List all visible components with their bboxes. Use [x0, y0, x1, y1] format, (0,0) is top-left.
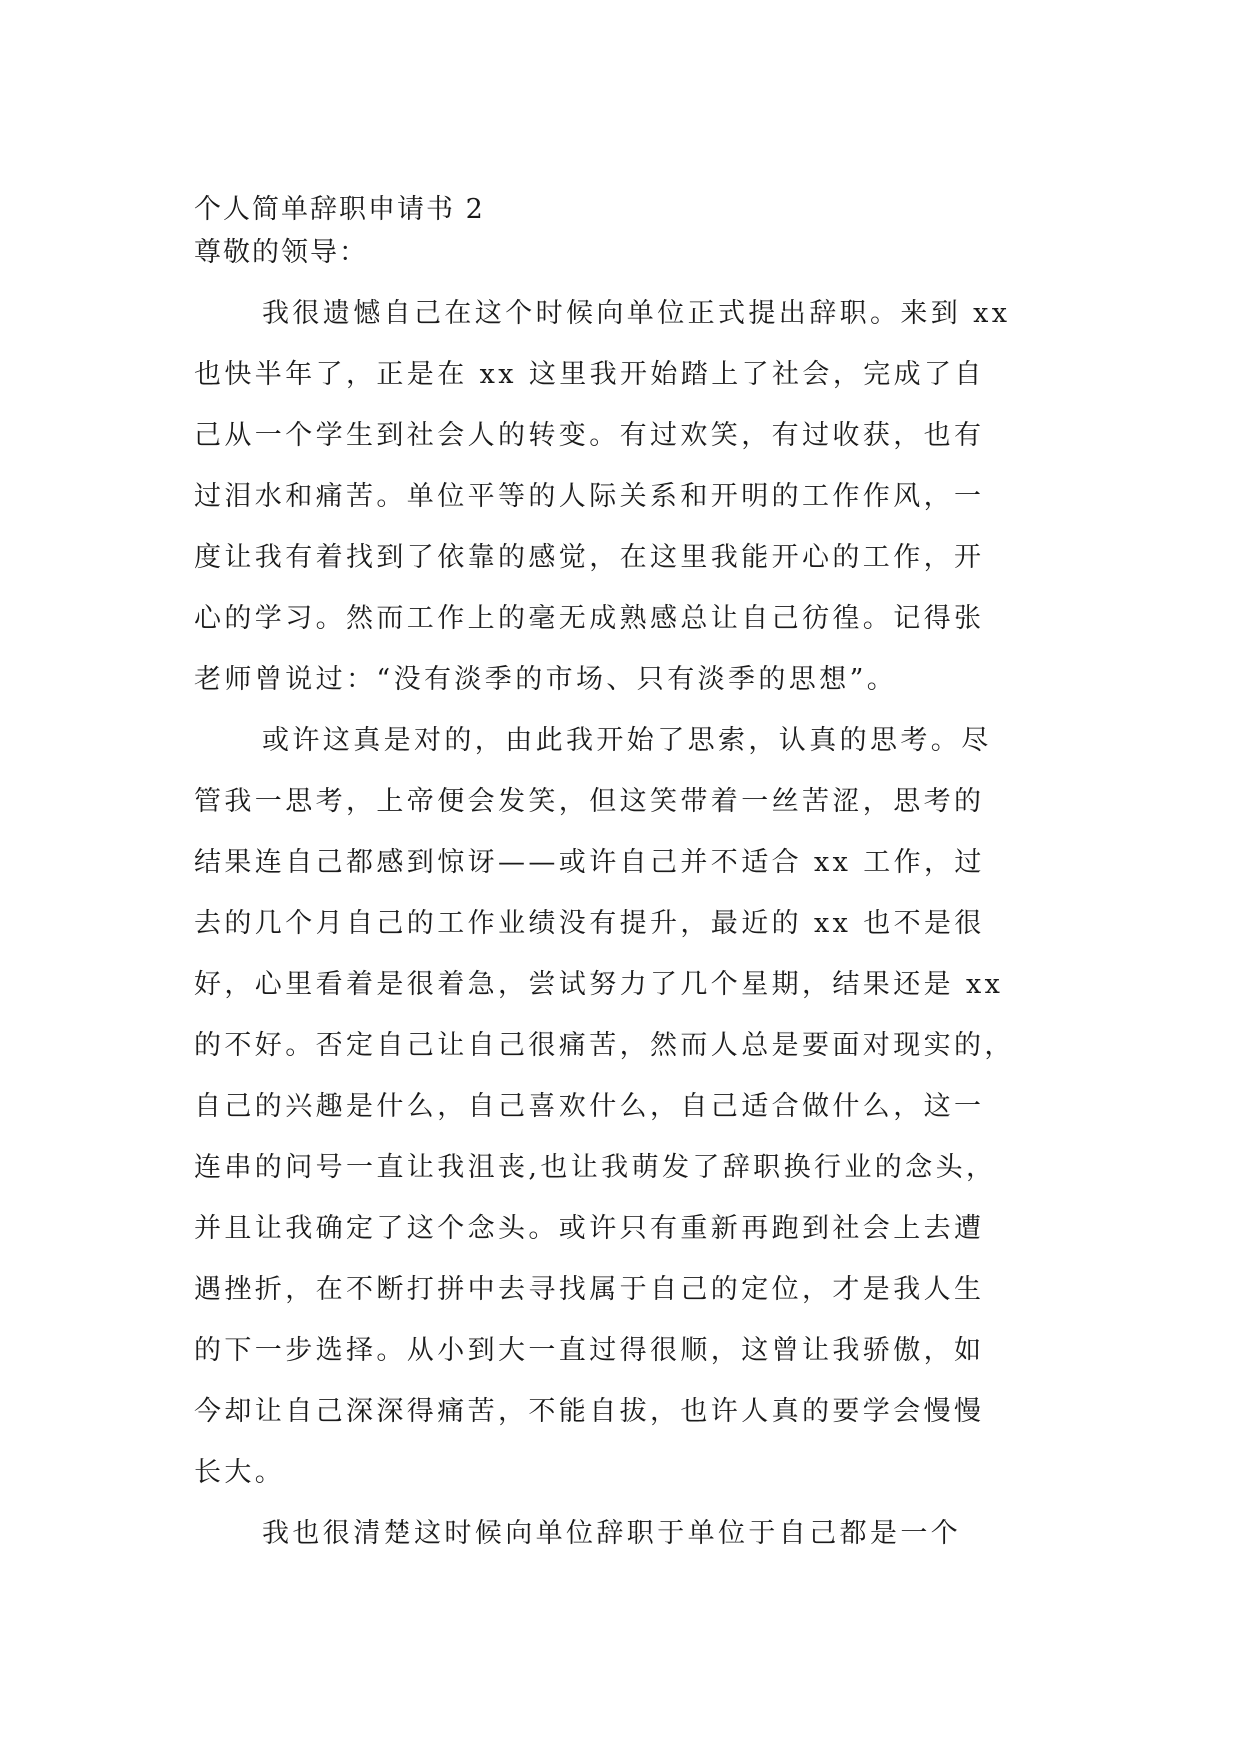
text-line: 长大。	[194, 1457, 286, 1488]
text-line: 老师曾说过：“没有淡季的市场、只有淡季的思想”。	[194, 664, 898, 695]
salutation: 尊敬的领导：	[194, 237, 368, 268]
text-line: 结果连自己都感到惊讶——或许自己并不适合 xx 工作，过	[194, 847, 985, 878]
text-line: 或许这真是对的，由此我开始了思索，认真的思考。尽	[262, 725, 992, 756]
document-title: 个人简单辞职申请书 2	[194, 194, 485, 225]
text-line: 连串的问号一直让我沮丧,也让我萌发了辞职换行业的念头，	[194, 1152, 997, 1183]
text-line: 度让我有着找到了依靠的感觉，在这里我能开心的工作，开	[194, 542, 985, 573]
text-line: 也快半年了，正是在 xx 这里我开始踏上了社会，完成了自	[194, 359, 985, 390]
text-line: 好，心里看着是很着急，尝试努力了几个星期，结果还是 xx	[194, 969, 1004, 1000]
paragraph-1	[194, 296, 1052, 697]
paragraph-3	[194, 1516, 1052, 1551]
text-line: 去的几个月自己的工作业绩没有提升，最近的 xx 也不是很	[194, 908, 985, 939]
text-line: 自己的兴趣是什么，自己喜欢什么，自己适合做什么，这一	[194, 1091, 985, 1122]
text-line: 今却让自己深深得痛苦，不能自拔，也许人真的要学会慢慢	[194, 1396, 985, 1427]
text-line: 的下一步选择。从小到大一直过得很顺，这曾让我骄傲，如	[194, 1335, 985, 1366]
text-line: 的不好。否定自己让自己很痛苦，然而人总是要面对现实的，	[194, 1030, 1015, 1061]
text-line: 遇挫折，在不断打拼中去寻找属于自己的定位，才是我人生	[194, 1274, 985, 1305]
text-line: 我也很清楚这时候向单位辞职于单位于自己都是一个	[262, 1518, 962, 1549]
text-line: 并且让我确定了这个念头。或许只有重新再跑到社会上去遭	[194, 1213, 985, 1244]
letter-body	[194, 192, 1052, 1577]
text-line: 我很遗憾自己在这个时候向单位正式提出辞职。来到 xx	[262, 298, 1011, 329]
text-line: 己从一个学生到社会人的转变。有过欢笑，有过收获，也有	[194, 420, 985, 451]
text-line: 过泪水和痛苦。单位平等的人际关系和开明的工作作风，一	[194, 481, 985, 512]
paragraph-2	[194, 723, 1052, 1490]
text-line: 管我一思考，上帝便会发笑，但这笑带着一丝苦涩，思考的	[194, 786, 985, 817]
text-line: 心的学习。然而工作上的毫无成熟感总让自己彷徨。记得张	[194, 603, 985, 634]
